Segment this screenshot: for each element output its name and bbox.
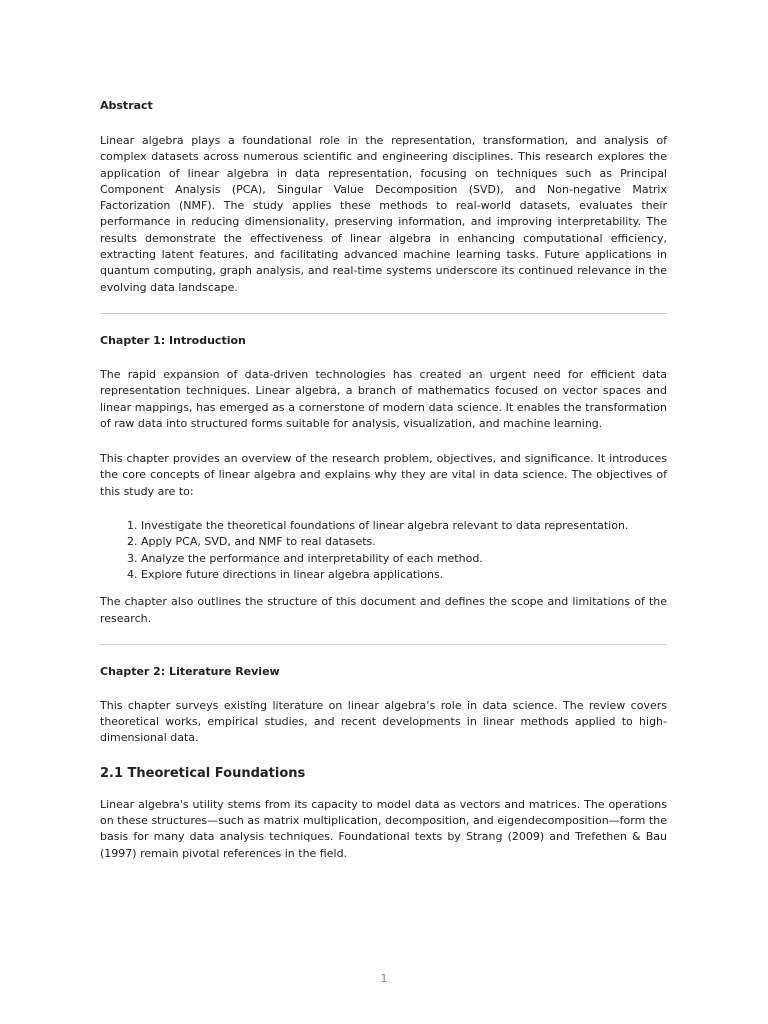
list-item: 4. Explore future directions in linear algebra applications. <box>127 567 444 581</box>
section-2-1-heading: 2.1 Theoretical Foundations <box>100 765 306 781</box>
objectives-list <box>100 518 667 583</box>
section-2-1-text: Linear algebra's utility stems from its capacity to model data as vectors and matrices. The operations on these structures—such as matrix multiplication, decomposition, and eigendecomposition—form the basis for many data analysis techniques. Foundational texts by Strang (2009) and Trefethen & Bau (1997) remain pivotal references in the field. <box>100 797 667 860</box>
chapter1-heading: Chapter 1: Introduction <box>100 333 246 347</box>
abstract-text: Linear algebra plays a foundational role in the representation, transformation, and analysis of complex datasets across numerous scientific and engineering disciplines. This research explores the application of linear algebra in data representation, focusing on techniques such as Principal Component Analysis (PCA), Singular Value Decomposition (SVD), and Non-negative Matrix Factorization (NMF). The study applies these methods to real-world datasets, evaluates their performance in reducing dimensionality, preserving information, and improving interpretability. The results demonstrate the effectiveness of linear algebra in enhancing computational efficiency, extracting latent features, and facilitating advanced machine learning tasks. Future applications in quantum computing, graph analysis, and real-time systems underscore its continued relevance in the evolving data landscape. <box>100 134 667 294</box>
chapter1-paragraph-1: The rapid expansion of data-driven technologies has created an urgent need for efficient data representation techniques. Linear algebra, a branch of mathematics focused on vector spaces and linear mappings, has emerged as a cornerstone of modern data science. It enables the transformation of raw data into structured forms suitable for analysis, visualization, and machine learning. <box>100 367 667 430</box>
abstract-heading: Abstract <box>100 99 153 112</box>
chapter1-paragraph-2: This chapter provides an overview of the research problem, objectives, and significance. It introduces the core concepts of linear algebra and explains why they are vital in data science. The objectives of this study are to: <box>100 452 667 498</box>
document-page <box>100 98 667 862</box>
chapter1-paragraph-3: The chapter also outlines the structure of this document and defines the scope and limitations of the research. <box>100 595 667 625</box>
list-item: 1. Investigate the theoretical foundations of linear algebra relevant to data representation. <box>127 519 629 533</box>
list-item: 3. Analyze the performance and interpretability of each method. <box>127 551 483 565</box>
page-number: 1 <box>380 972 388 985</box>
chapter2-heading: Chapter 2: Literature Review <box>100 664 280 678</box>
list-item: 2. Apply PCA, SVD, and NMF to real datasets. <box>127 535 376 549</box>
chapter2-paragraph-1: This chapter surveys existing literature on linear algebra’s role in data science. The review covers theoretical works, empirical studies, and recent developments in linear methods applied to high-dimensional data. <box>100 698 667 745</box>
